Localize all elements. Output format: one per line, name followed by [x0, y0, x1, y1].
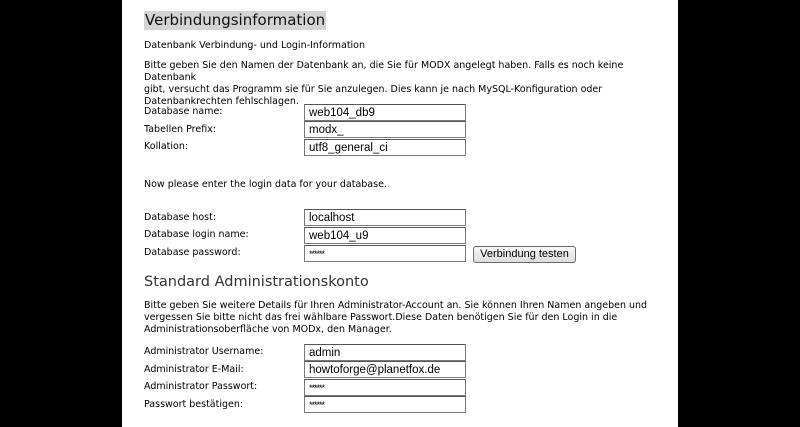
admin-email-label: Administrator E-Mail:: [144, 364, 244, 375]
admin-intro-line-3: Administrationsoberfläche von MODx, den Manager.: [144, 324, 392, 335]
collation-label: Kollation:: [144, 141, 189, 152]
admin-intro-line-1: Bitte geben Sie weitere Details für Ihren Administrator-Account an. Sie können Ihren Namen angeben und: [144, 300, 648, 311]
database-host-input[interactable]: [304, 209, 466, 226]
admin-email-input[interactable]: [304, 361, 466, 378]
table-prefix-label: Tabellen Prefix:: [144, 124, 217, 135]
database-login-name-label: Database login name:: [144, 229, 249, 240]
database-host-label: Database host:: [144, 212, 217, 223]
connection-subtitle: Datenbank Verbindung- und Login-Information: [144, 40, 366, 51]
installer-panel: [122, 0, 678, 427]
admin-intro-line-2: vergessen Sie bitte nicht das frei wählbare Passwort.Diese Daten benötigen Sie für den Login in die: [144, 312, 618, 323]
connection-intro-line-1: Bitte geben Sie den Namen der Datenbank an, die Sie für MODX angelegt haben. Falls es noch keine Datenbank: [144, 60, 624, 83]
admin-password-input[interactable]: [304, 379, 466, 396]
connection-section-title: Verbindungsinformation: [145, 11, 326, 29]
login-intro: Now please enter the login data for your database.: [144, 179, 387, 190]
admin-username-input[interactable]: [304, 344, 466, 361]
admin-password-label: Administrator Passwort:: [144, 381, 258, 392]
database-name-label: Database name:: [144, 106, 223, 117]
admin-intro: [144, 300, 664, 336]
connection-intro-line-3: Datenbankrechten fehlschlagen.: [144, 96, 299, 107]
admin-section-title: Standard Administrationskonto: [144, 274, 369, 290]
admin-password-confirm-input[interactable]: [304, 396, 466, 413]
test-connection-button[interactable]: Verbindung testen: [473, 246, 576, 263]
connection-intro-line-2: gibt, versucht das Programm sie für Sie anzulegen. Dies kann je nach MySQL-Konfiguration oder: [144, 84, 603, 95]
collation-input[interactable]: [304, 139, 466, 156]
admin-username-label: Administrator Username:: [144, 346, 264, 357]
admin-password-confirm-label: Passwort bestätigen:: [144, 399, 244, 410]
database-name-input[interactable]: [304, 104, 466, 121]
table-prefix-input[interactable]: [304, 121, 466, 138]
connection-intro: [144, 60, 664, 108]
database-password-input[interactable]: [304, 245, 466, 262]
database-login-name-input[interactable]: [304, 227, 466, 244]
database-password-label: Database password:: [144, 247, 241, 258]
